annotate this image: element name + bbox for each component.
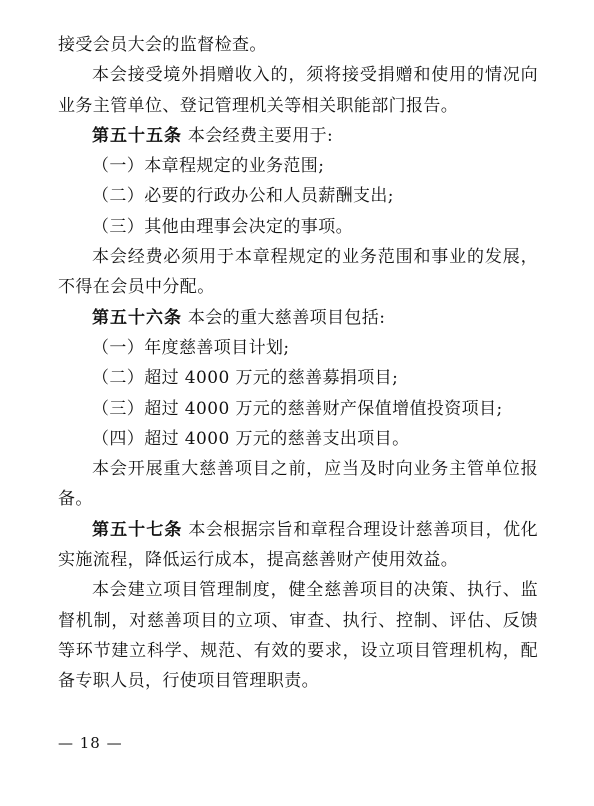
paragraph-funds-use [58,242,538,303]
paragraph-text: 本会经费主要用于: [187,125,334,146]
paragraph-text: 本会经费必须用于本章程规定的业务范围和事业的发展，不得在会员中分配。 [58,247,538,298]
paragraph-text: 本会建立项目管理制度，健全慈善项目的决策、执行、监督机制，对慈善项目的立项、审查、执行、控制、评估、反馈等环节建立科学、规范、有效的要求，设立项目管理机构，配备专职人员，行使项目管理职责。 [58,580,538,692]
paragraph-text: 本会接受境外捐赠收入的，须将接受捐赠和使用的情况向业务主管单位、登记管理机关等相关职能部门报告。 [58,65,538,116]
paragraph-text: （二）必要的行政办公和人员薪酬支出; [92,186,394,207]
page-number: — 18 — [58,734,123,752]
paragraph-text: 本会开展重大慈善项目之前，应当及时向业务主管单位报备。 [58,459,538,510]
paragraph-supervision [58,30,538,60]
list-item [58,151,538,181]
paragraph-text: （四）超过 4000 万元的慈善支出项目。 [92,428,410,449]
article-57 [58,515,538,576]
list-item [58,424,538,454]
list-item [58,212,538,242]
paragraph-text: （三）超过 4000 万元的慈善财产保值增值投资项目; [92,398,503,419]
body-text [58,30,538,697]
list-item [58,181,538,211]
paragraph-foreign-donation [58,60,538,121]
list-item [58,363,538,393]
paragraph-text: 接受会员大会的监督检查。 [58,35,267,55]
paragraph-text: （三）其他由理事会决定的事项。 [92,216,353,237]
article-heading: 第五十七条 [92,519,183,540]
article-heading: 第五十五条 [92,125,182,146]
article-55 [58,121,538,151]
paragraph-text: （一）本章程规定的业务范围; [92,156,325,177]
list-item [58,394,538,424]
paragraph-text: （一）年度慈善项目计划; [92,337,290,358]
paragraph-text: （二）超过 4000 万元的慈善募捐项目; [92,368,399,389]
article-56 [58,303,538,333]
paragraph-text: 本会根据宗旨和章程合理设计慈善项目，优化实施流程，降低运行成本，提高慈善财产使用效益。 [58,519,539,571]
paragraph-report [58,454,538,515]
paragraph-text: 本会的重大慈善项目包括: [187,307,386,328]
paragraph-project-management [58,575,538,696]
article-heading: 第五十六条 [92,307,182,328]
list-item [58,333,538,363]
